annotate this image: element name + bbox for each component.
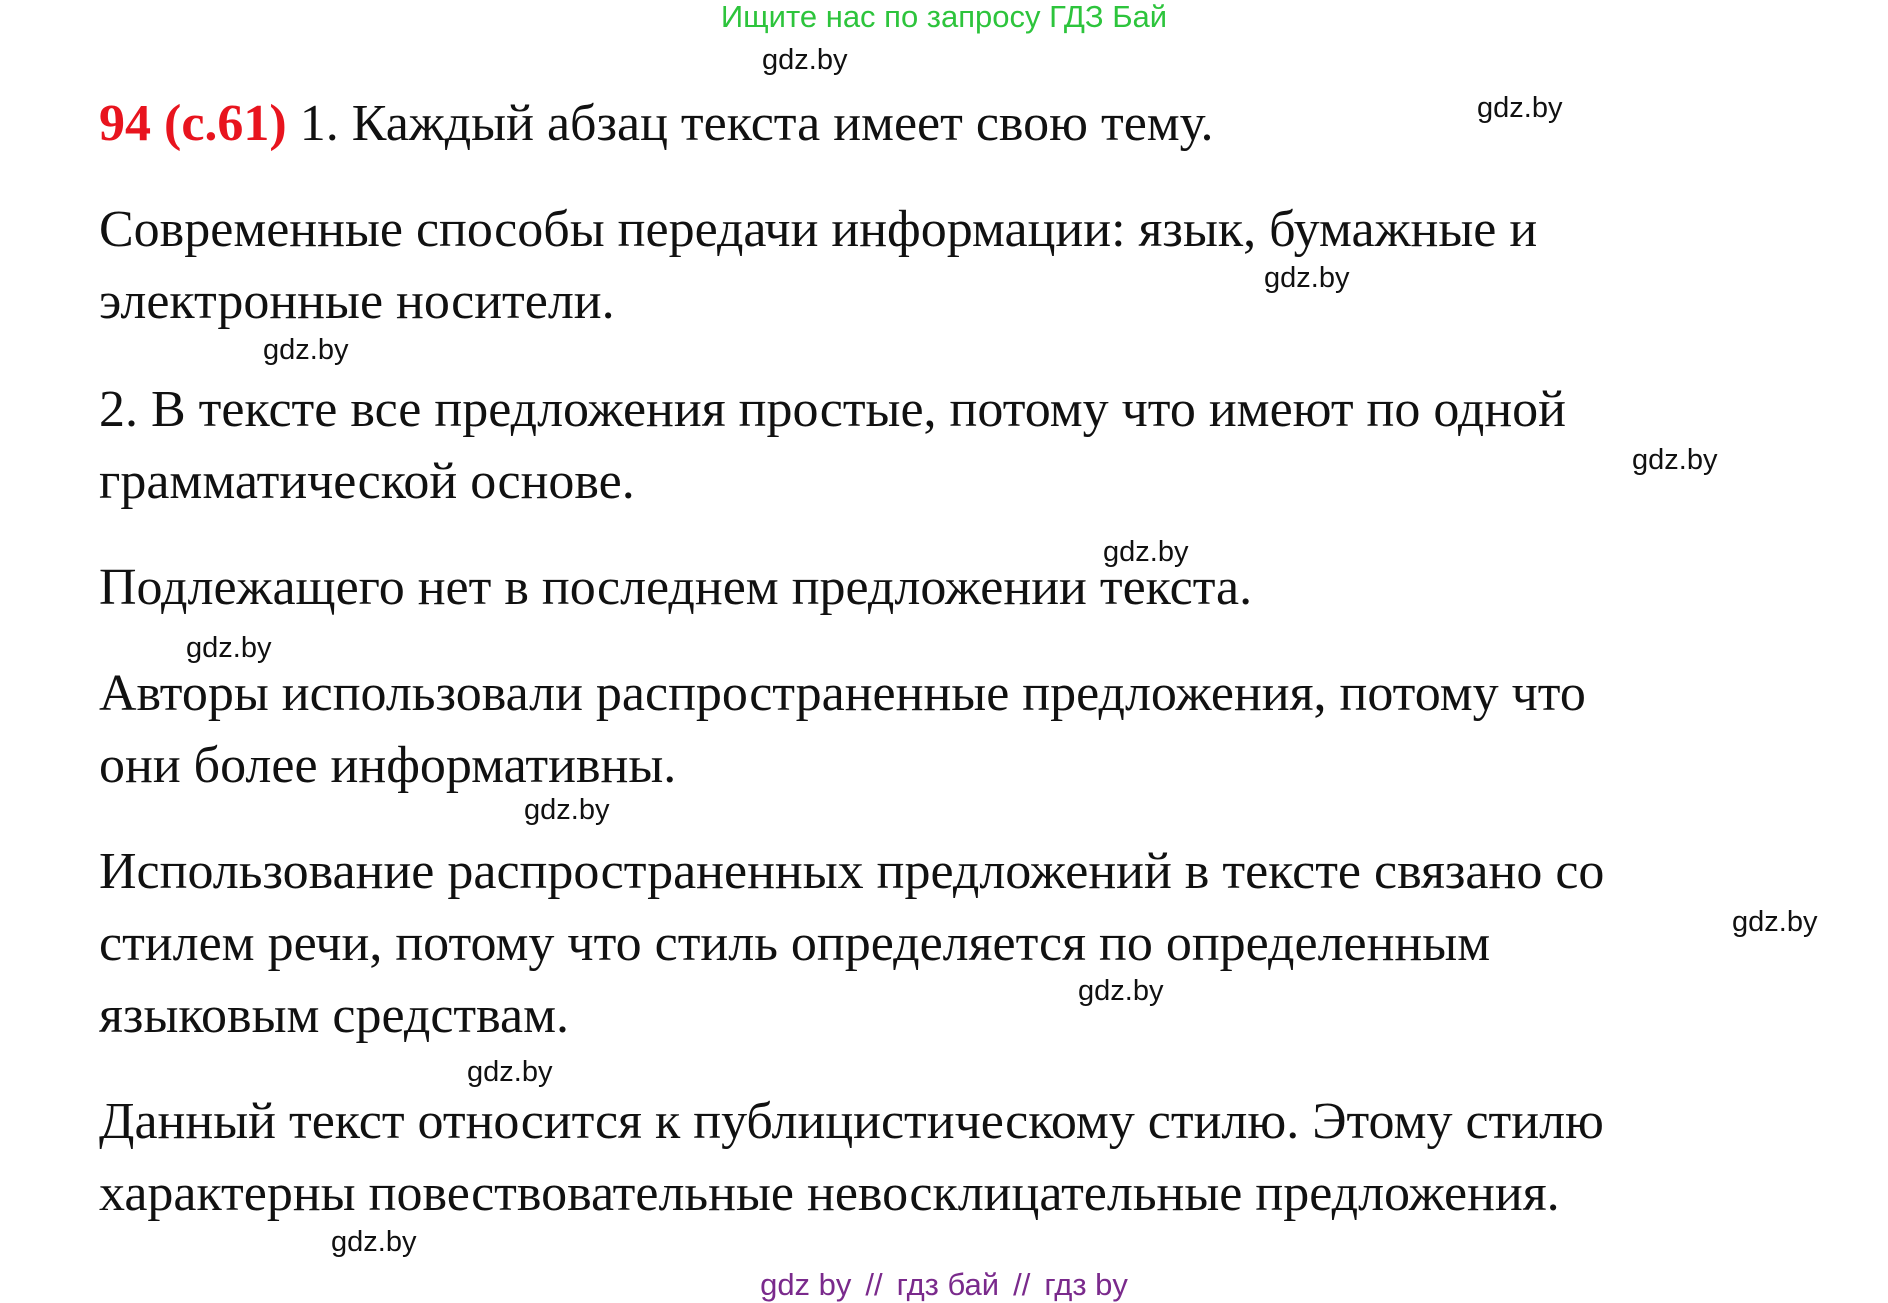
answer-line-2: Современные способы передачи информации: язык, бумажные и [99,201,1538,258]
footer-link-gdz-by-cyr[interactable]: гдз by [1044,1267,1128,1302]
answer-line-9: Использование распространенных предложений в тексте связано со [99,843,1605,900]
watermark: gdz.by [1078,975,1164,1007]
footer-separator: // [865,1267,883,1302]
answer-line-3: электронные носители. [99,273,615,330]
footer-link-gdz-bai[interactable]: гдз бай [896,1267,1000,1302]
task-number: 94 (с.61) [99,95,287,152]
answer-line-1 [99,94,1213,154]
watermark: gdz.by [1477,92,1563,124]
watermark: gdz.by [762,44,848,76]
answer-line-10: стилем речи, потому что стиль определяется по определенным [99,915,1491,972]
answer-text: 1. Каждый абзац текста имеет свою тему. [299,95,1214,152]
answer-line-13: характерны повествовательные невосклицательные предложения. [99,1165,1560,1222]
watermark: gdz.by [1632,444,1718,476]
search-banner: Ищите нас по запросу ГДЗ Бай [720,0,1168,34]
answer-line-12: Данный текст относится к публицистическому стилю. Этому стилю [99,1093,1604,1150]
answer-line-4: 2. В тексте все предложения простые, потому что имеют по одной [99,381,1566,438]
footer-link-gdz-by[interactable]: gdz by [760,1267,852,1302]
footer-links [0,1268,1888,1302]
watermark: gdz.by [186,632,272,664]
watermark: gdz.by [524,794,610,826]
answer-line-7: Авторы использовали распространенные предложения, потому что [99,665,1586,722]
footer-separator: // [1013,1267,1031,1302]
watermark: gdz.by [1264,262,1350,294]
answer-line-8: они более информативны. [99,737,677,794]
answer-line-5: грамматической основе. [99,453,635,510]
watermark: gdz.by [331,1226,417,1258]
watermark: gdz.by [1103,536,1189,568]
answer-line-6: Подлежащего нет в последнем предложении текста. [99,559,1253,616]
watermark: gdz.by [1732,906,1818,938]
answer-line-11: языковым средствам. [99,987,570,1044]
watermark: gdz.by [467,1056,553,1088]
watermark: gdz.by [263,334,349,366]
